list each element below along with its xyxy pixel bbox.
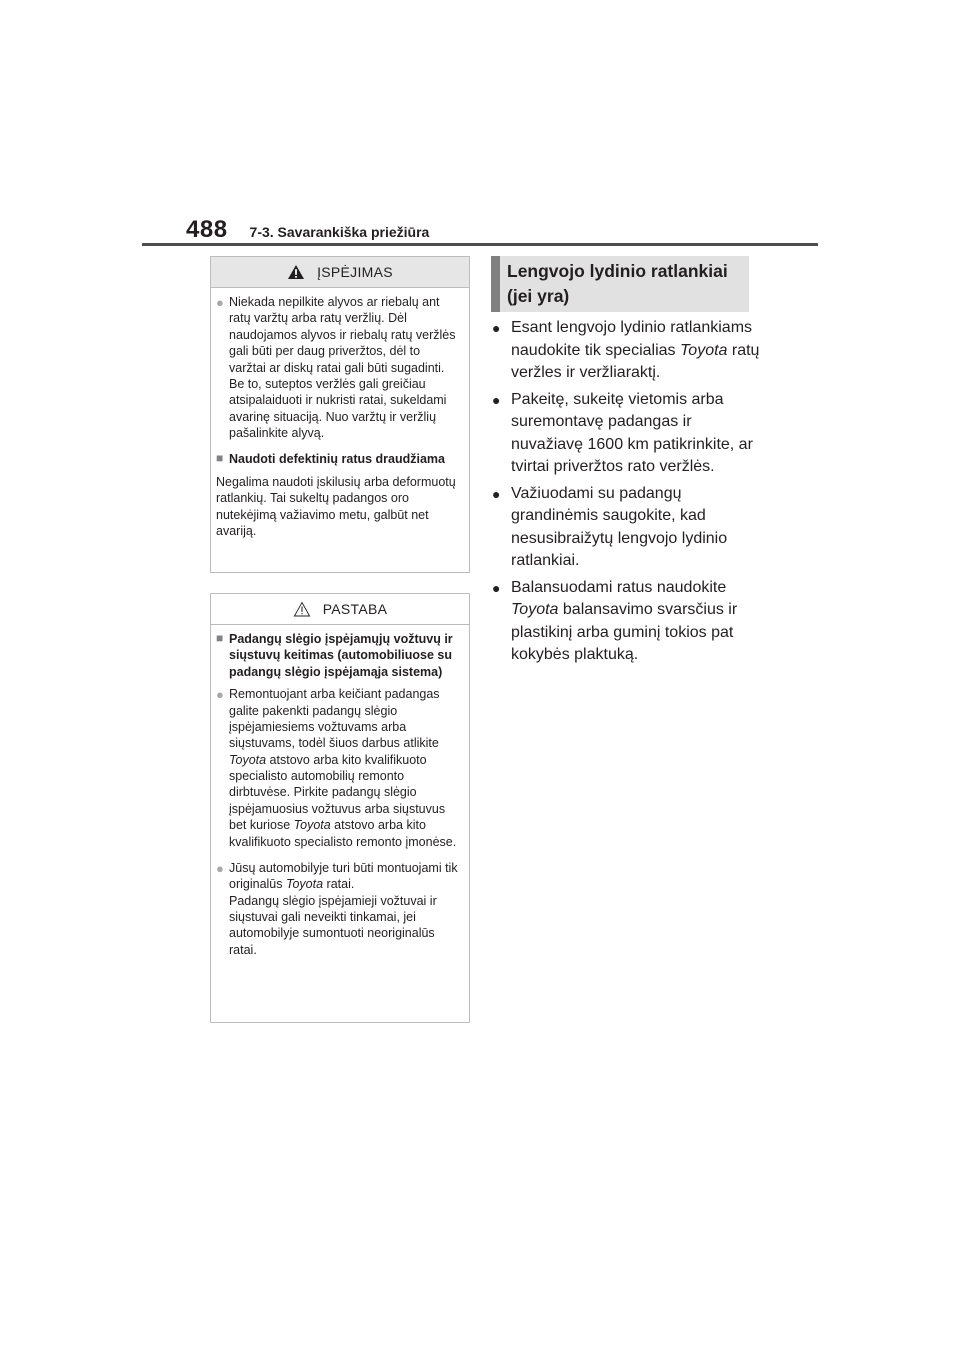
list-item-text: Esant lengvojo lydinio ratlankiams naudokite tik specialias Toyota ratų veržles ir veržliaraktį. xyxy=(511,319,760,381)
section-title: 7-3. Savarankiška priežiūra xyxy=(249,224,430,240)
list-item xyxy=(490,317,760,385)
notice-bullet xyxy=(216,686,459,850)
notice-box xyxy=(210,593,470,1023)
list-item xyxy=(490,483,760,573)
bullet-dot-icon: ● xyxy=(492,579,501,596)
bullet-dot-icon: ● xyxy=(492,391,501,408)
page-number: 488 xyxy=(186,216,228,243)
notice-box-header xyxy=(211,594,469,625)
list-item xyxy=(490,389,760,479)
list-item-text: Važiuodami su padangų grandinėmis saugokite, kad nesusibraižytų lengvojo lydinio ratlankiai. xyxy=(511,484,728,569)
warning-bullet-text: Niekada nepilkite alyvos ar riebalų ant ratų varžtų arba ratų veržlių. Dėl naudojamos alyvos ir riebalų ratų veržlės gali būti per daug priveržtos, dėl to varžtai ar diskų ratai gali būti sugadinti. Be to, suteptos veržlės gali greičiau atsipalaiduoti ir nukristi ratai, sukeldami avarinę situaciją. Nuo varžtų ir veržlių pašalinkite alyvą. xyxy=(229,295,456,440)
warning-subheading-text: Naudoti defektinių ratus draudžiama xyxy=(229,452,446,467)
square-bullet-icon: ■ xyxy=(216,451,224,466)
notice-bullet xyxy=(216,860,459,958)
bullet-dot-icon: ● xyxy=(216,295,224,310)
section-heading xyxy=(491,256,749,312)
warning-title: ĮSPĖJIMAS xyxy=(317,264,393,280)
page-header xyxy=(186,216,429,244)
brand-name: Toyota xyxy=(229,752,267,767)
bullet-dot-icon: ● xyxy=(492,485,501,502)
brand-name: Toyota xyxy=(511,601,559,618)
notice-bullet-text: Jūsų automobilyje turi būti montuojami tik originalūs Toyota ratai. Padangų slėgio įspėjamieji vožtuvai ir siųstuvai gali neveikti tinkamai, jei automobilyje sumontuoti neoriginalūs ratai. xyxy=(229,860,458,957)
warning-box xyxy=(210,256,470,573)
list-item-text: Pakeitę, sukeitę vietomis arba suremontavę padangas ir nuvažiavę 1600 km patikrinkite, ar tvirtai priveržtos rato veržlės. xyxy=(511,390,753,475)
warning-box-header xyxy=(211,257,469,288)
brand-name: Toyota xyxy=(293,818,331,833)
warning-subheading xyxy=(216,451,459,467)
section-heading-text: Lengvojo lydinio ratlankiai (jei yra) xyxy=(507,261,728,307)
bullet-dot-icon: ● xyxy=(492,320,501,336)
notice-bullet-text: Remontuojant arba keičiant padangas galite pakenkti padangų slėgio įspėjamiesiems vožtuvams arba siųstuvams, todėl šiuos darbus atlikite Toyota atstovo arba kito kvalifikuoto specialisto automobilių remonto dirbtuvėse. Pirkite padangų slėgio įspėjamuosius vožtuvus arba siųstuvus bet kuriose Toyota atstovo arba kito kvalifikuoto specialisto remonto įmonėse. xyxy=(229,687,457,849)
bullet-dot-icon: ● xyxy=(216,687,224,703)
notice-triangle-icon xyxy=(293,601,311,617)
brand-name: Toyota xyxy=(679,341,728,359)
notice-subheading xyxy=(216,631,459,680)
bullet-dot-icon: ● xyxy=(216,860,224,876)
section-heading-bar xyxy=(491,256,500,312)
brand-name: Toyota xyxy=(285,877,324,892)
list-item xyxy=(490,577,760,667)
notice-title: PASTABA xyxy=(322,601,388,617)
header-rule xyxy=(142,243,818,246)
notice-subheading-text: Padangų slėgio įspėjamųjų vožtuvų ir siųstuvų keitimas (automobiliuose su padangų slėgio įspėjamąja sistema) xyxy=(229,632,453,679)
warning-bullet xyxy=(216,294,459,441)
warning-paragraph: Negalima naudoti įskilusių arba deformuotų ratlankių. Tai sukeltų padangos oro nutekėjimą važiavimo metu, galbūt net avariją. xyxy=(216,474,456,538)
section-list xyxy=(490,317,760,671)
square-bullet-icon: ■ xyxy=(216,631,224,645)
list-item-text: Balansuodami ratus naudokite Toyota balansavimo svarsčius ir plastikinį arba guminį tokios pat kokybės plaktuką. xyxy=(511,578,738,663)
warning-triangle-icon xyxy=(287,264,305,280)
